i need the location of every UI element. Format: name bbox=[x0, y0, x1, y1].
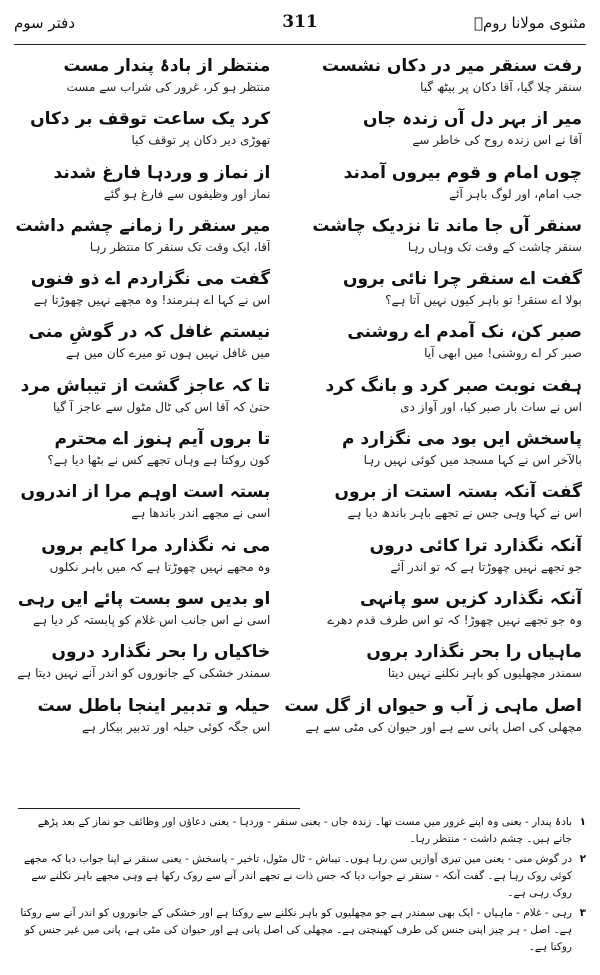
verse-line: بستہ است اوہم مرا از اندروں bbox=[20, 482, 271, 503]
right-column bbox=[284, 52, 582, 798]
left-column bbox=[15, 52, 270, 798]
verse-line: پاسخش ایں بود می نگزارد م bbox=[341, 429, 582, 450]
couplet bbox=[284, 52, 582, 105]
verse-line: ہفت نوبت صبر کرد و بانگ کرد bbox=[325, 375, 582, 396]
footnote bbox=[18, 905, 586, 956]
couplet bbox=[15, 105, 270, 158]
translation-line: اس نے کہا اے ہنرمند! وہ مجھے نہیں چھوڑتا ہے bbox=[33, 293, 271, 308]
translation-line: سنقر چلا گیا، آقا دکان پر بیٹھ گیا bbox=[420, 80, 582, 94]
verse-line: از نماز و وردہا فارغ شدند bbox=[53, 162, 271, 183]
couplet bbox=[284, 532, 582, 585]
couplet bbox=[284, 212, 582, 265]
couplet bbox=[15, 425, 270, 478]
translation-line: وہ جو تجھے نہیں چھوڑ! کہ تو اس طرف قدم دھرے bbox=[327, 612, 582, 627]
couplet bbox=[15, 478, 270, 531]
footnote bbox=[18, 814, 586, 848]
translation-line: نماز اور وظیفوں سے فارغ ہو گئے bbox=[103, 186, 271, 201]
couplet bbox=[284, 372, 582, 425]
verse-line: نیستم غافل کہ در گوشِ منی bbox=[28, 322, 271, 343]
couplet bbox=[15, 692, 270, 745]
couplet bbox=[284, 478, 582, 531]
verse-line: می نہ نگذارد مرا کایم بروں bbox=[41, 535, 271, 556]
translation-line: اسی نے مجھے اندر باندھا ہے bbox=[131, 506, 271, 521]
verse-line: تا کہ عاجز گشت از تیباش مرد bbox=[20, 375, 271, 396]
translation-line: سمندر خشکی کے جانوروں کو اندر آنے نہیں دیتا ہے bbox=[17, 666, 271, 681]
verse-line: کرد یک ساعت توقف بر دکاں bbox=[30, 109, 271, 130]
couplet bbox=[15, 532, 270, 585]
translation-line: جو تجھے نہیں چھوڑتا ہے کہ تو اندر آئے bbox=[390, 559, 582, 574]
translation-line: بالآخر اس نے کہا مسجد میں کوئی نہیں رہا bbox=[363, 453, 582, 468]
translation-line: مچھلی کی اصل پانی سے ہے اور حیوان کی مٹی سے ہے bbox=[305, 719, 582, 734]
couplet bbox=[15, 159, 270, 212]
footnote-number: ۳ bbox=[579, 907, 586, 919]
verse-line: گفت اے سنقر چرا نائی بروں bbox=[342, 269, 582, 290]
translation-line: سمندر مچھلیوں کو باہر نکلنے نہیں دیتا bbox=[387, 666, 582, 681]
couplet bbox=[284, 159, 582, 212]
verse-line: میر از بہر دل آں زندہ جاں bbox=[363, 109, 582, 130]
verse-line: حیلہ و تدبیر اینجا باطل ست bbox=[37, 695, 271, 716]
translation-line: اس نے کہا وہی جس نے تجھے باہر باندھ دیا ہے bbox=[347, 506, 582, 521]
footnote bbox=[18, 851, 586, 902]
translation-line: وہ مجھے نہیں چھوڑتا ہے کہ میں باہر نکلوں bbox=[49, 559, 271, 574]
verse-line: اصل ماہی ز آب و حیواں از گل ست bbox=[284, 695, 582, 716]
verse-line: آنکہ نگذارد کزیں سو پانہی bbox=[360, 588, 582, 609]
translation-line: بولا اے سنقر! تو باہر کیوں نہیں آتا ہے؟ bbox=[385, 293, 582, 308]
couplet bbox=[284, 585, 582, 638]
verse-line: سنقر آں جا ماند تا نزدیک چاشت bbox=[312, 215, 582, 236]
couplet bbox=[15, 318, 270, 371]
couplet bbox=[15, 212, 270, 265]
translation-line: سنقر چاشت کے وقت تک وہاں رہا bbox=[407, 239, 582, 254]
translation-line: اس نے سات بار صبر کیا، اور آواز دی bbox=[400, 399, 582, 414]
verse-line: رفت سنقر میر در دکاں نشست bbox=[321, 56, 582, 76]
couplet bbox=[284, 105, 582, 158]
couplet bbox=[284, 425, 582, 478]
translation-line: کون روکتا ہے وہاں تجھے کس نے بٹھا دیا ہے؟ bbox=[47, 453, 271, 468]
couplet bbox=[15, 638, 270, 691]
couplet bbox=[15, 585, 270, 638]
verse-columns bbox=[15, 52, 582, 798]
verse-line: تا بروں آیم ہنوز اے محترم bbox=[54, 429, 271, 450]
footnote-text: رہی - غلام - ماہیاں - ایک بھی سمندر ہے جو مچھلیوں کو باہر نکلنے سے روکتا ہے اور خشکی کے جانوروں کو اندر آنے سے روکتا ہے۔ اصل - ہر چیز اپنی جنس کی طرف کھینچتی ہے۔ مچھلی کی اصل پانی ہے اور حیوان کی مٹی ہے، پانی میں غیر جنس کو روکتا ہے۔ bbox=[20, 907, 572, 953]
translation-line: آقا نے اس زندہ روح کی خاطر سے bbox=[412, 133, 582, 148]
footnote-text: بادۂ پندار - یعنی وہ اپنے غرور میں مست تھا۔ زندہ جاں - یعنی سنقر - وردہا - یعنی دعاؤں اور وظائف جو نماز کے بعد پڑھے جاتے ہیں۔ چشم داشت - منتظر رہا۔ bbox=[37, 816, 572, 845]
footnote-number: ۱ bbox=[579, 816, 586, 828]
verse-line: آنکہ نگذارد ترا کائی دروں bbox=[369, 535, 582, 556]
translation-line: منتظر ہو کر، غرور کی شراب سے مست bbox=[66, 80, 271, 94]
translation-line: تھوڑی دیر دکان پر توقف کیا bbox=[131, 133, 271, 148]
verse-line: چوں امام و قوم بیروں آمدند bbox=[343, 162, 582, 183]
translation-line: اس جگہ کوئی حیلہ اور تدبیر بیکار ہے bbox=[82, 719, 271, 734]
verse-line: او بدیں سو بست پائے ایں رہی bbox=[17, 588, 271, 609]
verse-line: گفت آنکہ بستہ استت از بروں bbox=[334, 482, 582, 503]
verse-line: صبر کن، نک آمدم اے روشنی bbox=[347, 322, 582, 343]
footnote-text: در گوش منی - یعنی میں تیری آوازیں سن رہا ہوں۔ تیباش - ٹال مٹول، تاخیر - پاسخش - یعنی سنقر نے اپنا جواب دیا کہ مجھے کوئی روک رہا ہے۔ گفت آنکہ - سنقر نے جواب دیا کہ جس ذات نے تجھے اندر آنے سے روک رکھا ہے وہی مجھے باہر نکلنے سے روک رہی ہے۔ bbox=[23, 853, 572, 899]
couplet bbox=[284, 638, 582, 691]
couplet bbox=[15, 372, 270, 425]
verse-line: خاکیاں را بحر نگذارد دروں bbox=[51, 642, 271, 663]
verse-line: گفت می نگزاردم اے ذو فنوں bbox=[30, 269, 271, 290]
book-title: مثنوی مولانا رومؒ bbox=[474, 14, 586, 32]
verse-line: ماہیاں را بحر نگذارد بروں bbox=[366, 642, 582, 663]
footnote-divider bbox=[18, 808, 300, 809]
footnote-number: ۲ bbox=[579, 853, 586, 865]
page-number: 311 bbox=[282, 12, 318, 32]
translation-line: صبر کر اے روشنی! میں ابھی آیا bbox=[424, 346, 582, 361]
couplet bbox=[15, 52, 270, 105]
translation-line: اسی نے اس جانب اس غلام کو پابستہ کر دیا ہے bbox=[33, 612, 271, 627]
translation-line: میں غافل نہیں ہوں تو میرے کان میں ہے bbox=[66, 346, 271, 361]
couplet bbox=[284, 265, 582, 318]
couplet bbox=[15, 265, 270, 318]
footnotes bbox=[18, 814, 586, 972]
translation-line: آقا، ایک وقت تک سنقر کا منتظر رہا bbox=[89, 239, 271, 254]
verse-line: منتظر از بادۂ پندار مست bbox=[63, 56, 271, 76]
section-title: دفتر سوم bbox=[14, 14, 76, 32]
verse-line: میر سنقر را زمانے چشم داشت bbox=[15, 215, 271, 236]
couplet bbox=[284, 692, 582, 745]
translation-line: حتیٰ کہ آقا اس کی ٹال مٹول سے عاجز آ گیا bbox=[53, 399, 271, 414]
couplet bbox=[284, 318, 582, 371]
translation-line: جب امام، اور لوگ باہر آئے bbox=[449, 186, 582, 201]
page-header bbox=[14, 8, 586, 45]
